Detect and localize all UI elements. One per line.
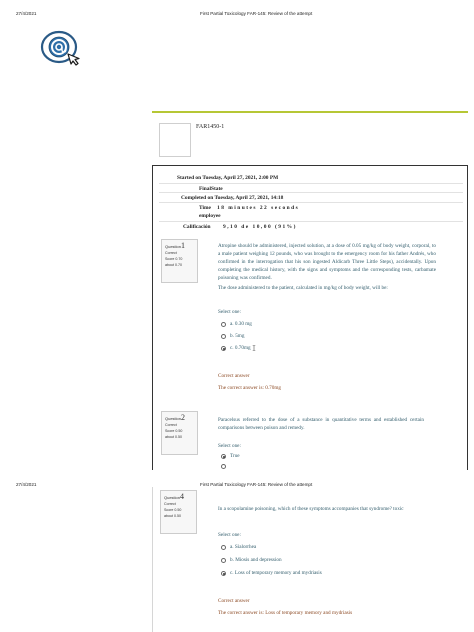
panel-left-border xyxy=(152,487,153,632)
print-title: First Partial Toxicology FAR-145: Review of the attempt xyxy=(200,11,313,16)
radio-button-icon[interactable] xyxy=(221,454,226,459)
feedback-title: Correct answer xyxy=(218,373,250,379)
question-info: Question2 Correct Score 0.50 about 0.50 xyxy=(161,411,198,455)
attempt-review-panel xyxy=(152,165,468,470)
answer-option-selected[interactable]: c. 0.70mg xyxy=(221,345,256,351)
attempt-summary xyxy=(159,173,463,230)
summary-grade: Calificación 9,10 de 10,00 (91%) xyxy=(159,221,463,231)
answer-option-selected[interactable]: c. Loss of temporary memory and mydriasis xyxy=(221,570,322,576)
feedback-correct-answer: The correct answer is: 0.70mg xyxy=(218,385,281,391)
radio-button-icon[interactable] xyxy=(221,346,226,351)
select-one-label: Select one: xyxy=(218,443,241,449)
answer-option[interactable]: a. 0.30 mg xyxy=(221,321,252,327)
question-text: In a scopolamine poisoning, which of these symptoms accompanies that syndrome? toxic xyxy=(218,506,404,512)
question-info: Question4 Correct Score 0.50 about 0.50 xyxy=(160,490,197,534)
answer-option[interactable]: b. Miosis and depression xyxy=(221,557,282,563)
summary-state: FinalState xyxy=(159,183,463,193)
page-header xyxy=(0,479,474,489)
radio-button-icon[interactable] xyxy=(221,322,226,327)
feedback-title: Correct answer xyxy=(218,598,250,604)
select-one-label: Select one: xyxy=(218,532,241,538)
feedback-correct-answer: The correct answer is: Loss of temporary memory and mydriasis xyxy=(218,610,353,616)
summary-time: Time 18 minutes 22 seconds xyxy=(159,202,463,212)
course-code[interactable]: FAR1450-1 xyxy=(196,124,225,130)
select-one-label: Select one: xyxy=(218,309,241,315)
summary-completed: Completed on Tuesday, April 27, 2021, 14:18 xyxy=(159,192,463,202)
page-header xyxy=(0,8,474,18)
radio-button-icon[interactable] xyxy=(221,464,226,469)
answer-option-selected[interactable]: True xyxy=(221,453,240,459)
answer-option[interactable] xyxy=(221,464,230,469)
print-date: 27/4/2021 xyxy=(16,482,37,487)
question-text: Paracelsus referred to the dose of a substance in quantitative terms and established certain comparisons between poison and remedy. xyxy=(218,417,424,431)
answer-option[interactable]: a. Sialorrhea xyxy=(221,544,256,550)
at-sign-pointer-icon xyxy=(40,30,84,70)
course-image xyxy=(159,123,191,157)
print-date: 27/4/2021 xyxy=(16,11,37,16)
print-title: First Partial Toxicology FAR-145: Review of the attempt xyxy=(200,482,313,487)
accent-divider xyxy=(152,111,468,113)
radio-button-icon[interactable] xyxy=(221,334,226,339)
radio-button-icon[interactable] xyxy=(221,558,226,563)
summary-time-sub: employee xyxy=(199,213,221,219)
question-info: Question1 Correct Score 0.70 about 0.70 xyxy=(161,239,198,283)
question-text: Atropine should be administered, injected solution, at a dose of 0.05 mg/kg of body weight, corporal, to a male patient weighing 12 pounds, who was brought to the emergency room for his father Andrés, who confirmed in the interrogation that his son ingested Aldicarb Three Little Steps), accidentally. Upon completing the medical history, with the signs and symptoms and the corresponding tests, carbamate poisoning was confirmed. The dose administered to the patient, calculated in mg/kg of body weight, will be: xyxy=(218,243,436,291)
radio-button-icon[interactable] xyxy=(221,545,226,550)
answer-option[interactable]: b. 5mg xyxy=(221,333,244,339)
text-cursor-icon xyxy=(252,345,256,351)
summary-started: Started on Tuesday, April 27, 2021, 2:00 PM xyxy=(177,175,279,181)
radio-button-icon[interactable] xyxy=(221,571,226,576)
